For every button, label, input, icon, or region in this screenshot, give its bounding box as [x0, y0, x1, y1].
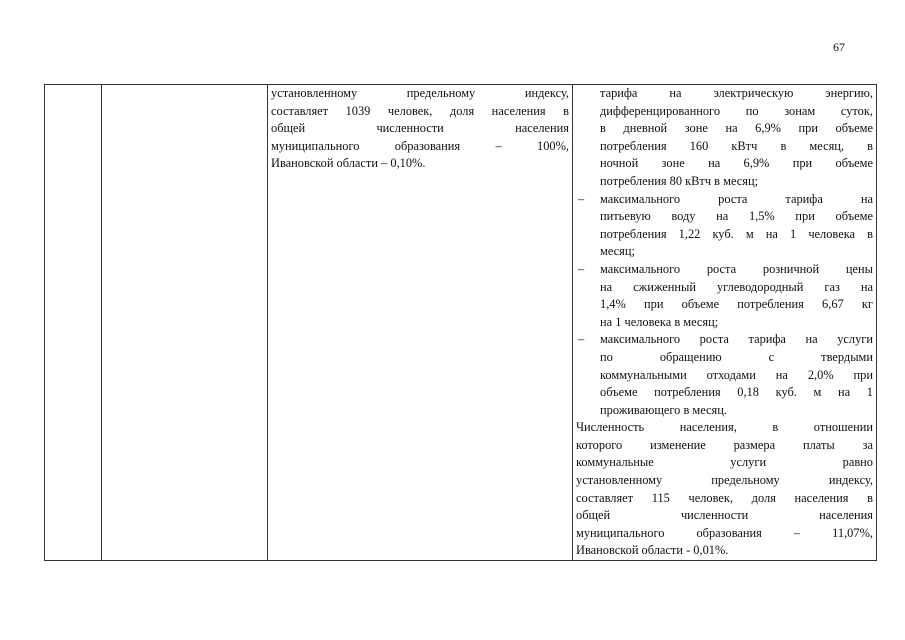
- text-line: Ивановской области - 0,01%.: [576, 543, 729, 558]
- text-line: потребления 160 кВтч в месяц, в: [600, 138, 873, 153]
- page-number: 67: [833, 40, 845, 54]
- text-line: в дневной зоне на 6,9% при объеме: [600, 121, 873, 136]
- text-line: которого изменение размера платы за: [576, 437, 873, 452]
- list-item: [576, 331, 873, 419]
- table-cell-col4: [573, 85, 877, 561]
- text-line: – максимального роста тарифа на услуги: [600, 332, 873, 347]
- text-line: потребления 1,22 куб. м на 1 человека в: [600, 226, 873, 241]
- text-line: составляет 115 человек, доля населения в: [576, 490, 873, 505]
- text-line: общей численности населения: [271, 121, 569, 136]
- text-line: Численность населения, в отношении: [576, 420, 873, 435]
- text-line: общей численности населения: [576, 508, 873, 523]
- text-line: на сжиженный углеводородный газ на: [600, 279, 873, 294]
- text-line: установленному предельному индексу,: [576, 473, 873, 488]
- text-line: на 1 человека в месяц;: [600, 314, 719, 329]
- text-line: дифференцированного по зонам суток,: [600, 103, 873, 118]
- text-line: коммунальными отходами на 2,0% при: [600, 367, 873, 382]
- text-line: объеме потребления 0,18 куб. м на 1: [600, 385, 873, 400]
- content-table: [44, 84, 877, 561]
- text-line: муниципального образования – 11,07%,: [576, 525, 873, 540]
- text-line: составляет 1039 человек, доля населения в: [271, 103, 569, 118]
- text-line: муниципального образования – 100%,: [271, 138, 569, 153]
- table-cell-col1: [45, 85, 102, 561]
- table-row: [45, 85, 877, 561]
- text-line: месяц;: [600, 244, 635, 259]
- text-line: потребления 80 кВтч в месяц;: [600, 173, 759, 188]
- text-line: установленному предельному индексу,: [271, 86, 569, 100]
- text-line: ночной зоне на 6,9% при объеме: [600, 156, 873, 171]
- text-line: тарифа на электрическую энергию,: [600, 86, 873, 100]
- text-line: Ивановской области – 0,10%.: [271, 156, 426, 171]
- table-cell-col3: [268, 85, 573, 561]
- text-line: 1,4% при объеме потребления 6,67 кг: [600, 297, 873, 312]
- summary-paragraph: [576, 419, 873, 560]
- list-item: [576, 191, 873, 261]
- text-line: проживающего в месяц.: [600, 402, 727, 417]
- continued-list-item: [576, 85, 873, 191]
- text-line: – максимального роста розничной цены: [600, 261, 873, 276]
- text-line: – максимального роста тарифа на: [600, 191, 873, 206]
- text-line: питьевую воду на 1,5% при объеме: [600, 209, 873, 224]
- list-item: [576, 261, 873, 331]
- text-line: коммунальные услуги равно: [576, 455, 873, 470]
- table-cell-col2: [102, 85, 268, 561]
- text-line: по обращению с твердыми: [600, 349, 873, 364]
